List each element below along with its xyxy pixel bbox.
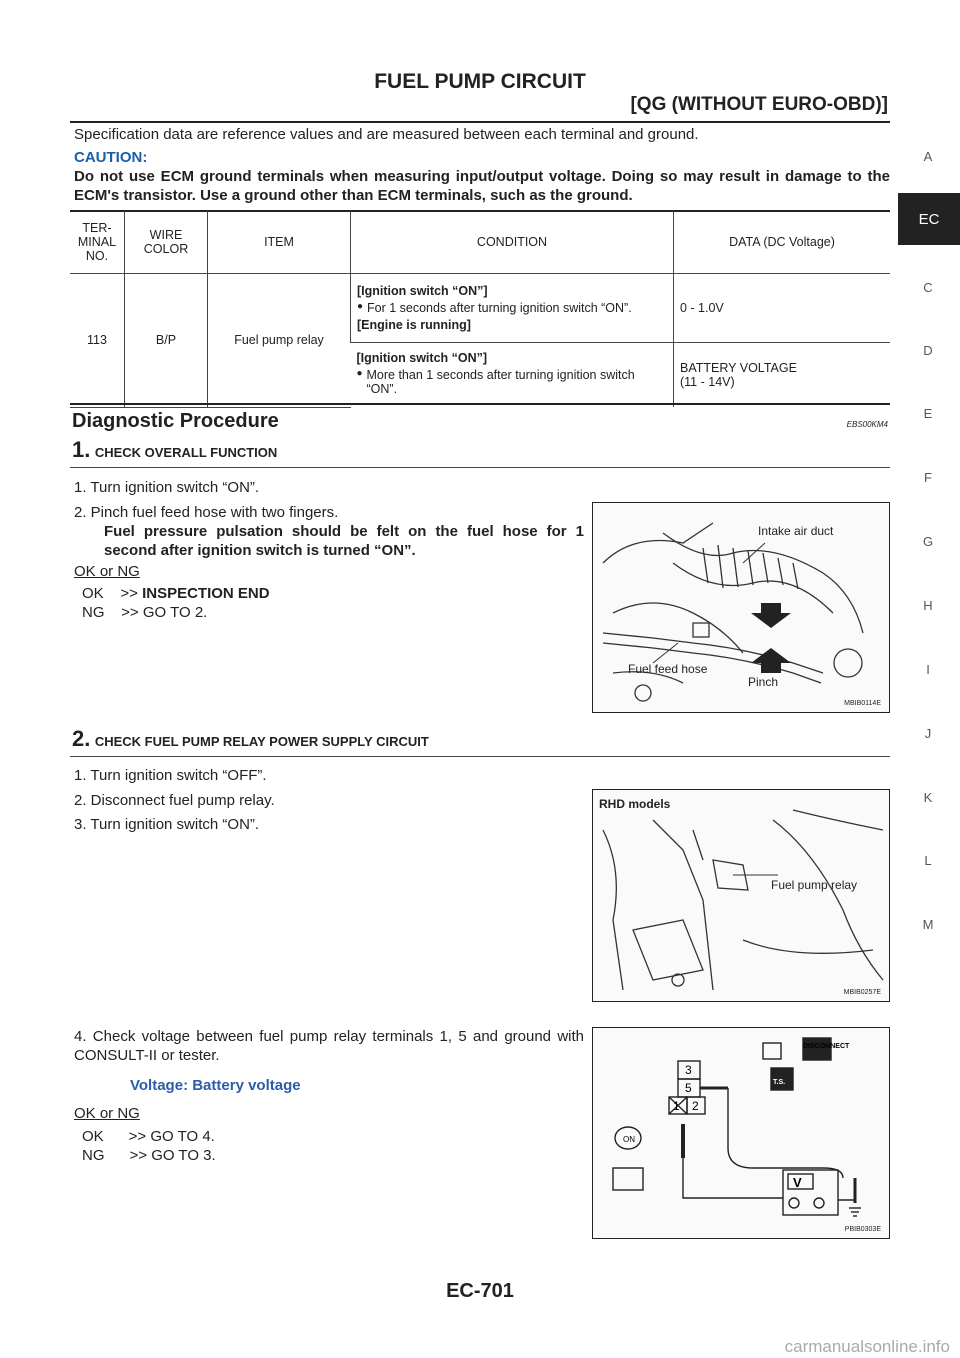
side-tab-m[interactable]: M — [922, 917, 934, 932]
side-tab-d[interactable]: D — [923, 343, 933, 358]
step2-heading — [72, 726, 429, 752]
figure-code: MBIB0257E — [843, 989, 881, 996]
circuit-diagram — [593, 1028, 889, 1238]
step2-item-2: 2. Disconnect fuel pump relay. — [74, 792, 275, 809]
section-title: Diagnostic Procedure — [72, 410, 279, 432]
step2-item-1: 1. Turn ignition switch “OFF”. — [74, 767, 267, 784]
step1-rule — [70, 467, 890, 468]
page-subtitle: [QG (WITHOUT EURO-OBD)] — [630, 94, 888, 115]
step2-item-4: 4. Check voltage between fuel pump relay terminals 1, 5 and ground with CONSULT-II or tester. — [74, 1028, 584, 1064]
step1-item-1: 1. Turn ignition switch “ON”. — [74, 479, 260, 496]
ng-action: >> GO TO 2. — [121, 604, 208, 621]
spec-table — [70, 211, 890, 408]
side-tab-ec[interactable]: EC — [898, 193, 960, 245]
ok-label: OK — [82, 585, 104, 602]
ng-line — [82, 603, 207, 622]
ok-arrow: >> — [120, 585, 138, 602]
side-tab-c[interactable]: C — [923, 280, 933, 295]
watermark: carmanualsonline.info — [784, 1337, 950, 1356]
cell-data-2: BATTERY VOLTAGE (11 - 14V) — [674, 343, 891, 408]
figure-voltage-check — [592, 1027, 890, 1239]
step1-note: Fuel pressure pulsation should be felt on the fuel hose for 1 second after ignition switch is turned “ON”. — [104, 523, 584, 559]
step1-item-2: 2. Pinch fuel feed hose with two fingers. — [74, 504, 339, 521]
side-tab-j[interactable]: J — [924, 726, 932, 741]
step1-heading — [72, 437, 277, 463]
cell-item: Fuel pump relay — [208, 274, 351, 408]
figure-fuel-pump-relay — [592, 789, 890, 1002]
ok-ng-label: OK or NG — [74, 563, 140, 580]
relay-location-illustration — [593, 790, 889, 1001]
fig-label: Intake air duct — [758, 524, 834, 538]
ok-line — [82, 584, 270, 603]
condition-bullet: ● For 1 seconds after turning ignition switch “ON”. — [357, 301, 667, 315]
cell-data-1: 0 - 1.0V — [674, 274, 891, 343]
col-item: ITEM — [208, 211, 351, 274]
terminal-label: 2 — [692, 1099, 699, 1113]
engine-bay-illustration — [593, 503, 889, 712]
col-terminal: TER- MINAL NO. — [70, 211, 125, 274]
section-code: EBS00KM4 — [846, 420, 888, 429]
fig-label: RHD models — [599, 797, 671, 811]
condition-bullet: ● More than 1 seconds after turning ignition switch “ON”. — [357, 368, 668, 396]
col-data: DATA (DC Voltage) — [674, 211, 891, 274]
figure-code: MBIB0114E — [844, 700, 881, 707]
figure-intake-duct — [592, 502, 890, 713]
side-tab-e[interactable]: E — [923, 406, 933, 421]
step-number: 1. — [72, 437, 91, 462]
cell-terminal: 113 — [70, 274, 125, 408]
step-number: 2. — [72, 726, 91, 751]
step2-item-3: 3. Turn ignition switch “ON”. — [74, 816, 260, 833]
ng-line: NG >> GO TO 3. — [82, 1147, 216, 1164]
fig-label: Fuel feed hose — [628, 662, 708, 676]
caution-text: Do not use ECM ground terminals when measuring input/output voltage. Doing so may result in damage to the ECM's transistor. Use a ground other than ECM terminals, such as the ground. — [74, 168, 890, 204]
intro-text: Specification data are reference values and are measured between each terminal and ground. — [74, 126, 699, 143]
step-title: CHECK FUEL PUMP RELAY POWER SUPPLY CIRCUIT — [94, 734, 429, 749]
condition-title: [Ignition switch “ON”] — [356, 351, 488, 365]
ng-label: NG — [82, 604, 105, 621]
side-tab-h[interactable]: H — [923, 598, 933, 613]
cell-condition-1 — [351, 274, 674, 343]
cell-wire: B/P — [125, 274, 208, 408]
voltmeter-label: V — [793, 1175, 802, 1190]
caution-label: CAUTION: — [74, 149, 148, 166]
col-condition: CONDITION — [351, 211, 674, 274]
side-tab-a[interactable]: A — [923, 149, 933, 164]
ok-action: INSPECTION END — [142, 585, 270, 602]
table-bottom-rule — [70, 403, 890, 405]
col-wire: WIRE COLOR — [125, 211, 208, 274]
terminal-label: 5 — [685, 1081, 692, 1095]
step2-rule — [70, 756, 890, 757]
arrow-up-icon — [751, 648, 791, 673]
switch-label: ON — [623, 1135, 635, 1144]
cell-condition-2 — [351, 343, 674, 408]
arrow-down-icon — [751, 603, 791, 628]
fig-label: Pinch — [748, 675, 779, 689]
header-rule — [70, 121, 890, 123]
side-tab-i[interactable]: I — [926, 662, 930, 677]
page-title: FUEL PUMP CIRCUIT — [374, 70, 586, 93]
side-tab-l[interactable]: L — [924, 853, 932, 868]
side-tab-g[interactable]: G — [922, 534, 934, 549]
page-number: EC-701 — [446, 1280, 514, 1302]
voltage-spec: Voltage: Battery voltage — [130, 1077, 301, 1094]
ts-label: T.S. — [773, 1079, 786, 1086]
side-tab-f[interactable]: F — [924, 470, 932, 485]
disconnect-label: DISCONNECT — [803, 1043, 850, 1050]
fig-label: Fuel pump relay — [771, 878, 858, 892]
side-tab-k[interactable]: K — [923, 790, 933, 805]
ok-line: OK >> GO TO 4. — [82, 1128, 215, 1145]
condition-title: [Ignition switch “ON”] — [357, 284, 488, 298]
step-title: CHECK OVERALL FUNCTION — [94, 445, 278, 460]
ok-ng-label: OK or NG — [74, 1105, 140, 1122]
figure-code: PBIB0303E — [844, 1226, 881, 1233]
terminal-label: 1 — [673, 1099, 680, 1113]
terminal-label: 3 — [685, 1063, 692, 1077]
condition-extra: [Engine is running] — [357, 318, 471, 332]
